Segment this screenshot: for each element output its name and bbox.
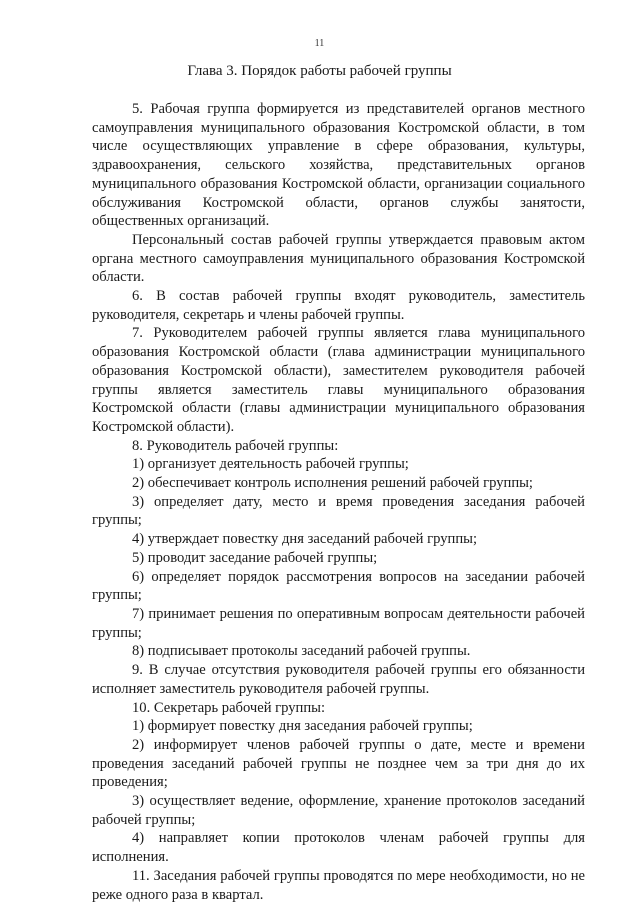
list-item-10-1: 1) формирует повестку дня заседания рабочей группы; xyxy=(132,718,473,735)
list-item-10-2: 2) информирует членов рабочей группы о дате, месте и времени проведения заседаний рабочей группы не позднее чем за три дня до их проведения; xyxy=(92,736,585,791)
list-item-8-4: 4) утверждает повестку дня заседаний рабочей группы; xyxy=(132,531,478,548)
list-item-8-7: 7) принимает решения по оперативным вопросам деятельности рабочей группы; xyxy=(92,605,585,641)
paragraph-personal-composition: Персональный состав рабочей группы утверждается правовым актом органа местного самоуправления муниципального образования Костромской области. xyxy=(92,231,585,286)
chapter-title: Глава 3. Порядок работы рабочей группы xyxy=(187,63,452,79)
paragraph-7: 7. Руководителем рабочей группы является глава муниципального образования Костромской области (глава администрации муниципального образования Костромской области), заместителем руководителя рабочей группы является заместитель главы муниципального образования Костромской области (главы администрации муниципального образования Костромской области). xyxy=(92,325,585,435)
list-item-10-4: 4) направляет копии протоколов членам рабочей группы для исполнения. xyxy=(92,830,585,866)
list-item-8-5: 5) проводит заседание рабочей группы; xyxy=(132,549,378,566)
document-body xyxy=(92,100,585,904)
list-item-8-3: 3) определяет дату, место и время проведения заседания рабочей группы; xyxy=(92,493,585,529)
page-number: 11 xyxy=(314,38,325,49)
paragraph-6: 6. В состав рабочей группы входят руководитель, заместитель руководителя, секретарь и члены рабочей группы. xyxy=(92,288,585,323)
list-item-10-3: 3) осуществляет ведение, оформление, хранение протоколов заседаний рабочей группы; xyxy=(92,793,585,828)
paragraph-11: 11. Заседания рабочей группы проводятся по мере необходимости, но не реже одного раза в квартал. xyxy=(92,867,585,903)
list-item-8-8: 8) подписывает протоколы заседаний рабочей группы. xyxy=(132,643,471,660)
paragraph-5: 5. Рабочая группа формируется из представителей органов местного самоуправления муниципального образования Костромской области, в том числе осуществляющих управление в сфере образования, культуры, здравоохранения, сельского хозяйства, представительных органов муниципального образования Костромской области, организации социального обслуживания Костромской области, органов службы занятости, общественных организаций. xyxy=(92,101,585,230)
list-item-8-6: 6) определяет порядок рассмотрения вопросов на заседании рабочей группы; xyxy=(92,568,585,604)
paragraph-8: 8. Руководитель рабочей группы: xyxy=(132,437,339,454)
list-item-8-1: 1) организует деятельность рабочей группы; xyxy=(132,456,409,473)
list-item-8-2: 2) обеспечивает контроль исполнения решений рабочей группы; xyxy=(132,475,533,492)
paragraph-10: 10. Секретарь рабочей группы: xyxy=(132,699,326,716)
paragraph-9: 9. В случае отсутствия руководителя рабочей группы его обязанности исполняет заместитель руководителя рабочей группы. xyxy=(92,662,585,697)
